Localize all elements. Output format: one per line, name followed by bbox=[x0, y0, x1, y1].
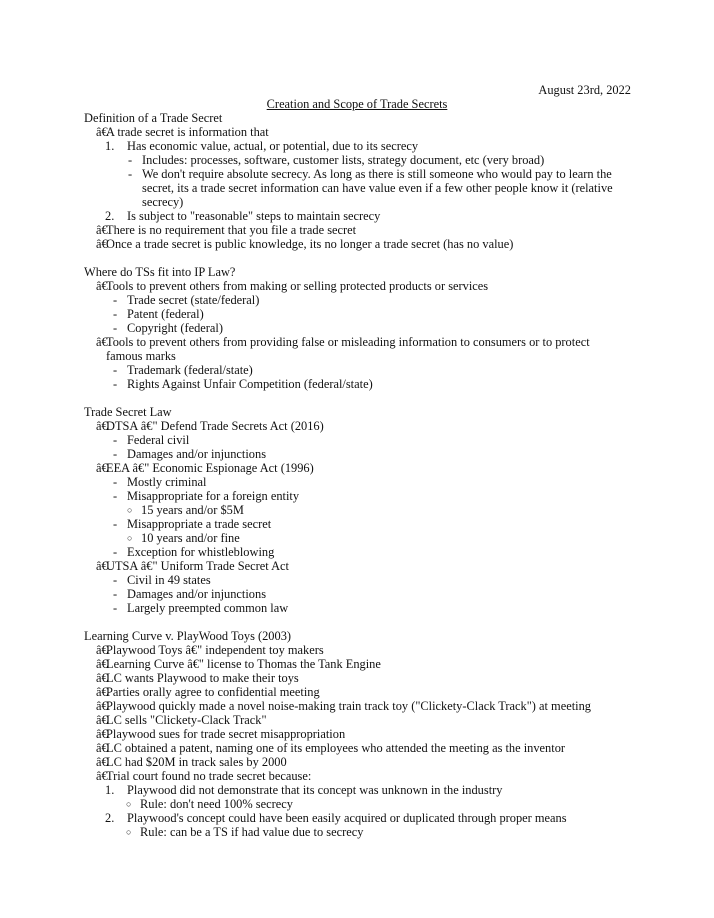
dash-text: Exception for whistleblowing bbox=[127, 545, 275, 559]
dash-text: Rights Against Unfair Competition (federal/state) bbox=[127, 377, 373, 391]
sub-bullet-text: Rule: don't need 100% secrecy bbox=[140, 797, 293, 811]
item-number: 2. bbox=[105, 811, 115, 825]
bullet-text: Parties orally agree to confidential meeting bbox=[106, 685, 320, 699]
dash-item bbox=[113, 293, 259, 307]
bullet-mark: â€ bbox=[96, 461, 108, 475]
dash-item bbox=[113, 587, 266, 601]
section-heading: Trade Secret Law bbox=[84, 405, 172, 419]
sub-bullet-item bbox=[127, 531, 240, 546]
item-text: Playwood did not demonstrate that its concept was unknown in the industry bbox=[127, 783, 503, 797]
bullet-item bbox=[96, 237, 513, 251]
dash-item bbox=[113, 489, 299, 503]
sub-bullet-text: Rule: can be a TS if had value due to secrecy bbox=[140, 825, 364, 839]
dash-mark: - bbox=[113, 293, 118, 307]
sub-bullet-text: 15 years and/or $5M bbox=[141, 503, 244, 517]
dash-item bbox=[113, 475, 207, 489]
bullet-item bbox=[96, 643, 324, 657]
bullet-text: Learning Curve â€" license to Thomas the Tank Engine bbox=[106, 657, 381, 671]
bullet-item bbox=[96, 727, 345, 741]
bullet-text: LC wants Playwood to make their toys bbox=[106, 671, 299, 685]
bullet-text: Trial court found no trade secret because: bbox=[106, 769, 312, 783]
dash-item bbox=[113, 573, 211, 587]
dash-text: Federal civil bbox=[127, 433, 190, 447]
sub-bullet-text: 10 years and/or fine bbox=[141, 531, 240, 545]
document-title: Creation and Scope of Trade Secrets bbox=[266, 97, 448, 111]
dash-text: Damages and/or injunctions bbox=[127, 447, 267, 461]
bullet-text: UTSA â€" Uniform Trade Secret Act bbox=[106, 559, 289, 573]
dash-item bbox=[113, 447, 266, 461]
bullet-mark: â€ bbox=[96, 657, 108, 671]
circle-bullet-icon: ○ bbox=[126, 827, 132, 837]
bullet-text: There is no requirement that you file a trade secret bbox=[106, 223, 357, 237]
item-number: 1. bbox=[105, 783, 115, 797]
dash-mark: - bbox=[113, 475, 118, 489]
dash-item bbox=[113, 517, 271, 531]
bullet-mark: â€ bbox=[96, 125, 108, 139]
dash-mark: - bbox=[128, 167, 133, 181]
bullet-text: DTSA â€" Defend Trade Secrets Act (2016) bbox=[106, 419, 324, 433]
item-text: Is subject to "reasonable" steps to maintain secrecy bbox=[127, 209, 381, 223]
dash-mark: - bbox=[113, 573, 118, 587]
dash-mark: - bbox=[113, 489, 118, 503]
dash-mark: - bbox=[113, 377, 118, 391]
document-date: August 23rd, 2022 bbox=[538, 83, 631, 97]
circle-bullet-icon: ○ bbox=[127, 505, 133, 515]
dash-text: We don't require absolute secrecy. As long as there is still someone who would pay to learn the secret, its a trade secret information can have value even if a few other people know it (relative secrecy) bbox=[142, 167, 613, 209]
numbered-item bbox=[105, 811, 567, 825]
dash-mark: - bbox=[113, 587, 118, 601]
bullet-mark: â€ bbox=[96, 559, 108, 573]
dash-item bbox=[113, 545, 274, 559]
bullet-mark: â€ bbox=[96, 685, 108, 699]
dash-text: Includes: processes, software, customer lists, strategy document, etc (very broad) bbox=[142, 153, 545, 167]
bullet-item bbox=[96, 755, 287, 769]
bullet-mark: â€ bbox=[96, 671, 108, 685]
item-text: Has economic value, actual, or potential, due to its secrecy bbox=[127, 139, 419, 153]
bullet-item bbox=[96, 419, 324, 433]
bullet-mark: â€ bbox=[96, 741, 108, 755]
dash-mark: - bbox=[113, 517, 118, 531]
bullet-text: A trade secret is information that bbox=[106, 125, 269, 139]
bullet-item bbox=[96, 461, 314, 475]
bullet-mark: â€ bbox=[96, 713, 108, 727]
dash-mark: - bbox=[128, 153, 133, 167]
bullet-text: Playwood quickly made a novel noise-making train track toy ("Clickety-Clack Track") at meeting bbox=[106, 699, 591, 713]
section-heading: Definition of a Trade Secret bbox=[84, 111, 223, 125]
dash-text: Trade secret (state/federal) bbox=[127, 293, 260, 307]
bullet-text: LC obtained a patent, naming one of its employees who attended the meeting as the inventor bbox=[106, 741, 566, 755]
bullet-mark: â€ bbox=[96, 335, 108, 349]
dash-text: Civil in 49 states bbox=[127, 573, 211, 587]
dash-text: Misappropriate for a foreign entity bbox=[127, 489, 300, 503]
bullet-mark: â€ bbox=[96, 769, 108, 783]
bullet-text: LC sells "Clickety-Clack Track" bbox=[106, 713, 267, 727]
bullet-text: EEA â€" Economic Espionage Act (1996) bbox=[106, 461, 314, 475]
bullet-item bbox=[96, 279, 488, 293]
dash-mark: - bbox=[113, 363, 118, 377]
bullet-mark: â€ bbox=[96, 727, 108, 741]
dash-mark: - bbox=[113, 601, 118, 615]
dash-item bbox=[128, 153, 544, 167]
bullet-item bbox=[96, 769, 311, 783]
bullet-mark: â€ bbox=[96, 755, 108, 769]
circle-bullet-icon: ○ bbox=[126, 799, 132, 809]
bullet-item bbox=[96, 741, 565, 755]
bullet-item bbox=[96, 699, 591, 713]
dash-text: Copyright (federal) bbox=[127, 321, 223, 335]
dash-item bbox=[113, 321, 223, 335]
item-text: Playwood's concept could have been easily acquired or duplicated through proper means bbox=[127, 811, 567, 825]
numbered-item bbox=[105, 139, 418, 153]
dash-item bbox=[113, 433, 189, 447]
bullet-item bbox=[96, 223, 356, 237]
dash-text: Mostly criminal bbox=[127, 475, 207, 489]
numbered-item bbox=[105, 783, 502, 797]
dash-item bbox=[113, 601, 288, 615]
dash-mark: - bbox=[113, 545, 118, 559]
sub-bullet-item bbox=[127, 503, 244, 518]
bullet-item bbox=[96, 713, 267, 727]
dash-item bbox=[113, 307, 204, 321]
bullet-text: LC had $20M in track sales by 2000 bbox=[106, 755, 287, 769]
sub-bullet-item bbox=[126, 825, 363, 840]
dash-mark: - bbox=[113, 433, 118, 447]
dash-text: Damages and/or injunctions bbox=[127, 587, 267, 601]
bullet-text: Tools to prevent others from making or selling protected products or services bbox=[106, 279, 489, 293]
dash-text: Trademark (federal/state) bbox=[127, 363, 253, 377]
bullet-mark: â€ bbox=[96, 223, 108, 237]
dash-text: Patent (federal) bbox=[127, 307, 204, 321]
sub-bullet-item bbox=[126, 797, 293, 812]
bullet-mark: â€ bbox=[96, 279, 108, 293]
dash-text: Largely preempted common law bbox=[127, 601, 289, 615]
bullet-text: Once a trade secret is public knowledge, its no longer a trade secret (has no value) bbox=[106, 237, 514, 251]
dash-text: Misappropriate a trade secret bbox=[127, 517, 272, 531]
bullet-item bbox=[96, 685, 320, 699]
section-heading: Where do TSs fit into IP Law? bbox=[84, 265, 236, 279]
circle-bullet-icon: ○ bbox=[127, 533, 133, 543]
numbered-item bbox=[105, 209, 380, 223]
dash-mark: - bbox=[113, 307, 118, 321]
bullet-text: Playwood Toys â€" independent toy makers bbox=[106, 643, 324, 657]
bullet-item bbox=[96, 671, 299, 685]
bullet-mark: â€ bbox=[96, 419, 108, 433]
bullet-text: Playwood sues for trade secret misappropriation bbox=[106, 727, 346, 741]
bullet-mark: â€ bbox=[96, 699, 108, 713]
dash-mark: - bbox=[113, 321, 118, 335]
bullet-item bbox=[96, 125, 269, 139]
item-number: 2. bbox=[105, 209, 115, 223]
bullet-item bbox=[96, 657, 381, 671]
dash-item bbox=[113, 363, 253, 377]
section-heading: Learning Curve v. PlayWood Toys (2003) bbox=[84, 629, 292, 643]
bullet-text: Tools to prevent others from providing false or misleading information to consumers or to protect famous marks bbox=[106, 335, 590, 363]
bullet-mark: â€ bbox=[96, 643, 108, 657]
bullet-mark: â€ bbox=[96, 237, 108, 251]
bullet-item bbox=[96, 559, 289, 573]
dash-item bbox=[113, 377, 373, 391]
dash-mark: - bbox=[113, 447, 118, 461]
item-number: 1. bbox=[105, 139, 115, 153]
